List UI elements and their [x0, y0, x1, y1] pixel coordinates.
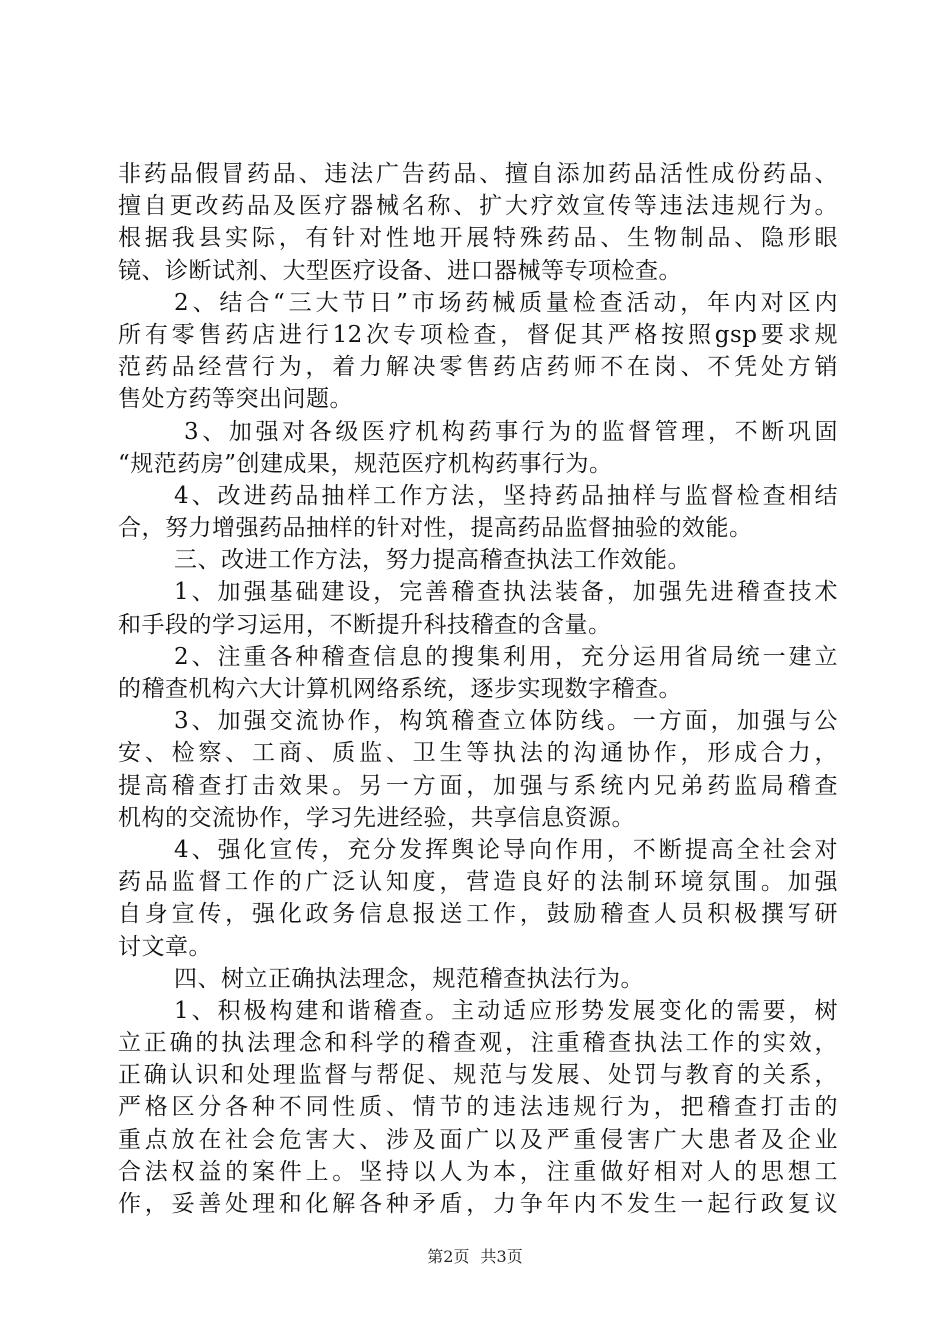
- text-line: 合法权益的案件上。坚持以人为本，注重做好相对人的思想工: [118, 1158, 838, 1185]
- text-line: 立正确的执法理念和科学的稽查观，注重稽查执法工作的实效，: [118, 1030, 838, 1057]
- text-line: “规范药房”创建成果，规范医疗机构药事行为。: [118, 450, 613, 477]
- text-line: 1、加强基础建设，完善稽查执法装备，加强先进稽查技术: [174, 579, 838, 606]
- text-line: 药品监督工作的广泛认知度，营造良好的法制环境氛围。加强: [118, 869, 838, 896]
- text-line: 根据我县实际，有针对性地开展特殊药品、生物制品、隐形眼: [118, 225, 838, 252]
- text-line: 范药品经营行为，着力解决零售药店药师不在岗、不凭处方销: [118, 354, 838, 381]
- document-body: [118, 158, 838, 1220]
- text-line: 和手段的学习运用，不断提升科技稽查的含量。: [118, 611, 612, 638]
- text-line: 严格区分各种不同性质、情节的违法违规行为，把稽查打击的: [118, 1094, 838, 1121]
- text-line: 安、检察、工商、质监、卫生等执法的沟通协作，形成合力，: [118, 740, 838, 767]
- text-line: 四、树立正确执法理念，规范稽查执法行为。: [174, 965, 644, 992]
- text-line: 擅自更改药品及医疗器械名称、扩大疗效宣传等违法违规行为。: [118, 193, 838, 220]
- text-line: 自身宣传，强化政务信息报送工作，鼓励稽查人员积极撰写研: [118, 901, 838, 928]
- text-line: 重点放在社会危害大、涉及面广以及严重侵害广大患者及企业: [118, 1126, 838, 1153]
- text-line: 正确认识和处理监督与帮促、规范与发展、处罚与教育的关系，: [118, 1062, 838, 1089]
- text-line: 2、注重各种稽查信息的搜集利用，充分运用省局统一建立: [174, 643, 838, 670]
- text-line: 4、强化宣传，充分发挥舆论导向作用，不断提高全社会对: [174, 836, 838, 863]
- text-line: 提高稽查打击效果。另一方面，加强与系统内兄弟药监局稽查: [118, 772, 838, 799]
- page-total: 共3页: [480, 1247, 523, 1266]
- text-line: 4、改进药品抽样工作方法，坚持药品抽样与监督检查相结: [174, 482, 838, 509]
- text-line: 非药品假冒药品、违法广告药品、擅自添加药品活性成份药品、: [118, 161, 838, 187]
- text-line: 所有零售药店进行12次专项检查，督促其严格按照gsp要求规: [118, 321, 838, 348]
- text-line: 3、加强对各级医疗机构药事行为的监督管理，不断巩固: [184, 418, 838, 445]
- text-line: 2、结合“三大节日”市场药械质量检查活动，年内对区内: [174, 289, 838, 316]
- text-line: 合，努力增强药品抽样的针对性，提高药品监督抽验的效能。: [118, 515, 753, 542]
- text-line: 的稽查机构六大计算机网络系统，逐步实现数字稽查。: [118, 676, 682, 702]
- page-number: 第2页: [427, 1247, 470, 1266]
- text-line: 1、积极构建和谐稽查。主动适应形势发展变化的需要，树: [174, 997, 838, 1024]
- text-line: 作，妥善处理和化解各种矛盾，力争年内不发生一起行政复议: [118, 1191, 838, 1217]
- text-line: 售处方药等突出问题。: [118, 386, 353, 413]
- text-line: 讨文章。: [118, 933, 212, 960]
- text-line: 3、加强交流协作，构筑稽查立体防线。一方面，加强与公: [174, 708, 838, 735]
- text-line: 三、改进工作方法，努力提高稽查执法工作效能。: [174, 547, 691, 574]
- text-line: 镜、诊断试剂、大型医疗设备、进口器械等专项检查。: [118, 257, 682, 284]
- text-line: 机构的交流协作，学习先进经验，共享信息资源。: [118, 804, 635, 831]
- page-footer: [0, 1244, 950, 1267]
